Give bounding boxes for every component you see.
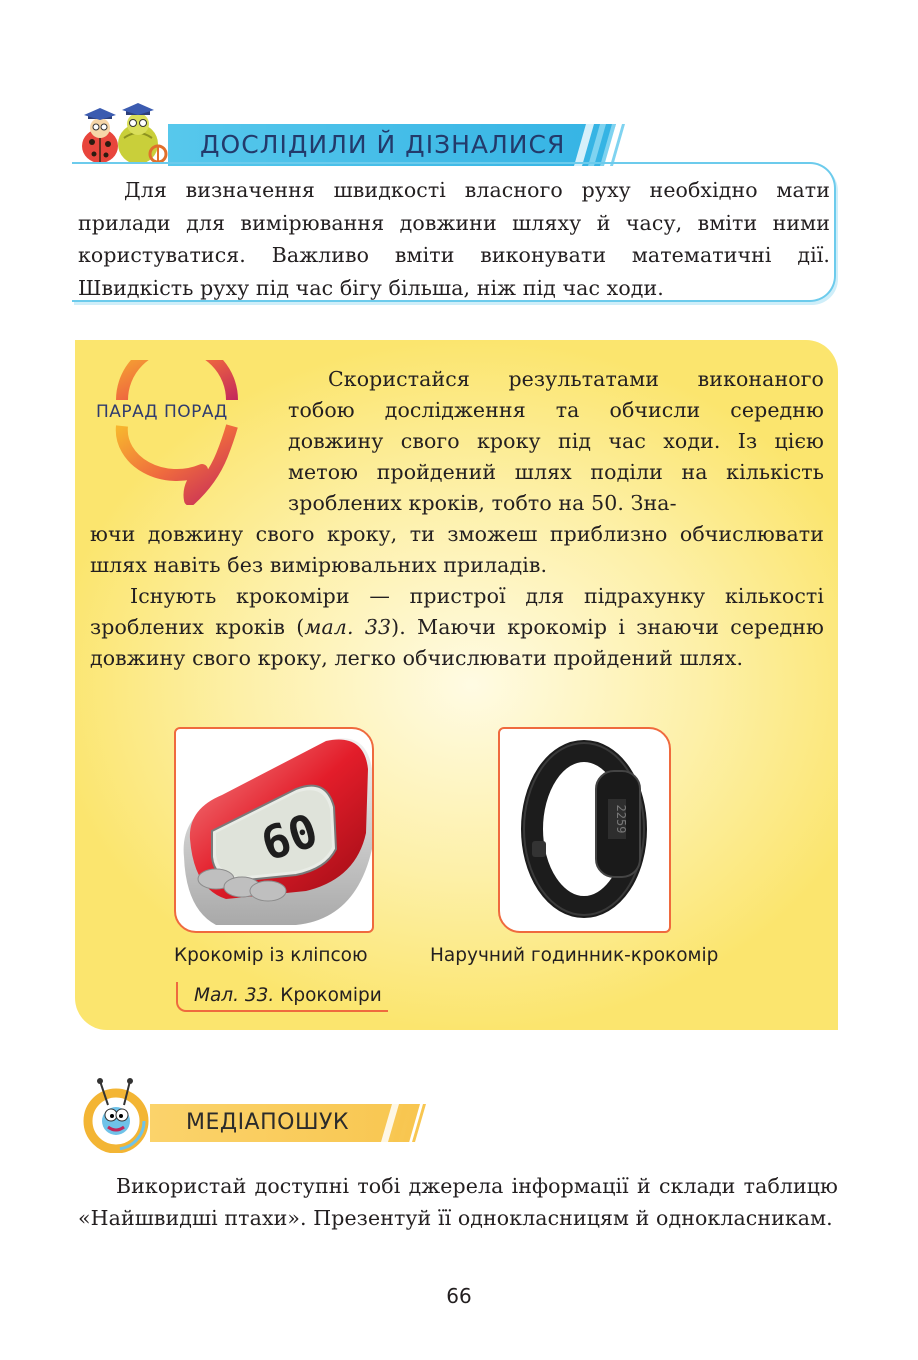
tips-paragraph-2	[90, 581, 824, 674]
tips-paragraph-2-end: ). Маючи крокомір і знаючи середню довжину свого кроку, легко обчислювати пройдений шлях.	[90, 615, 824, 670]
tips-label: ПАРАД ПОРАД	[96, 402, 228, 422]
clip-pedometer-caption: Крокомір із кліпсою	[174, 945, 368, 966]
tips-paragraph-2-start: Існують крокоміри — пристрої для підрахунку кількості зроблених кроків (	[90, 584, 824, 639]
tips-paragraph-1-top: Скористайся результатами виконаного тобою дослідження та обчисли середню довжину свого кроку під час ходи. Із цією метою пройдений шлях поділи на кількість зроблених кроків, тобто на 50. Зна-	[288, 367, 824, 515]
research-text: Для визначення швидкості власного руху необхідно мати прилади для вимірювання довжини шляху й часу, вміти ними користуватися. Важливо вміти виконувати математичні дії. Швидкість руху під час бігу більша, ніж під час ходи.	[78, 178, 830, 300]
parade-of-tips-logo	[92, 360, 262, 505]
wrist-pedometer-caption: Наручний годинник-крокомір	[430, 945, 719, 966]
banner-stripes-decoration	[560, 124, 630, 166]
figure-title: Крокоміри	[280, 985, 382, 1006]
figure-reference-inline: мал. 33	[304, 615, 392, 639]
wrist-pedometer-figure	[498, 727, 671, 933]
wrist-pedometer-image	[500, 729, 669, 931]
clip-pedometer-figure	[174, 727, 374, 933]
research-title: ДОСЛІДИЛИ Й ДІЗНАЛИСЯ	[200, 130, 566, 159]
media-banner-stripes-decoration	[370, 1104, 430, 1142]
media-text: Використай доступні тобі джерела інформації й склади таблицю «Найшвидші птахи». Презентуй її однокласницям й однокласникам.	[78, 1174, 838, 1230]
figure-number: Мал. 33.	[194, 985, 275, 1006]
media-title: МЕДІАПОШУК	[186, 1110, 350, 1135]
pedometer-display-value: 60	[254, 802, 325, 872]
ladybug-beetle-mascots-icon	[72, 98, 182, 170]
page-number: 66	[446, 1284, 472, 1308]
clip-pedometer-image	[176, 729, 372, 931]
at-sign-bug-icon	[78, 1075, 158, 1153]
figure-label	[176, 982, 388, 1012]
tips-paragraph-1-bottom: ючи довжину свого кроку, ти зможеш приблизно обчислювати шлях навіть без вимірювальних приладів.	[90, 522, 824, 577]
svg-text:2259: 2259	[614, 804, 628, 834]
